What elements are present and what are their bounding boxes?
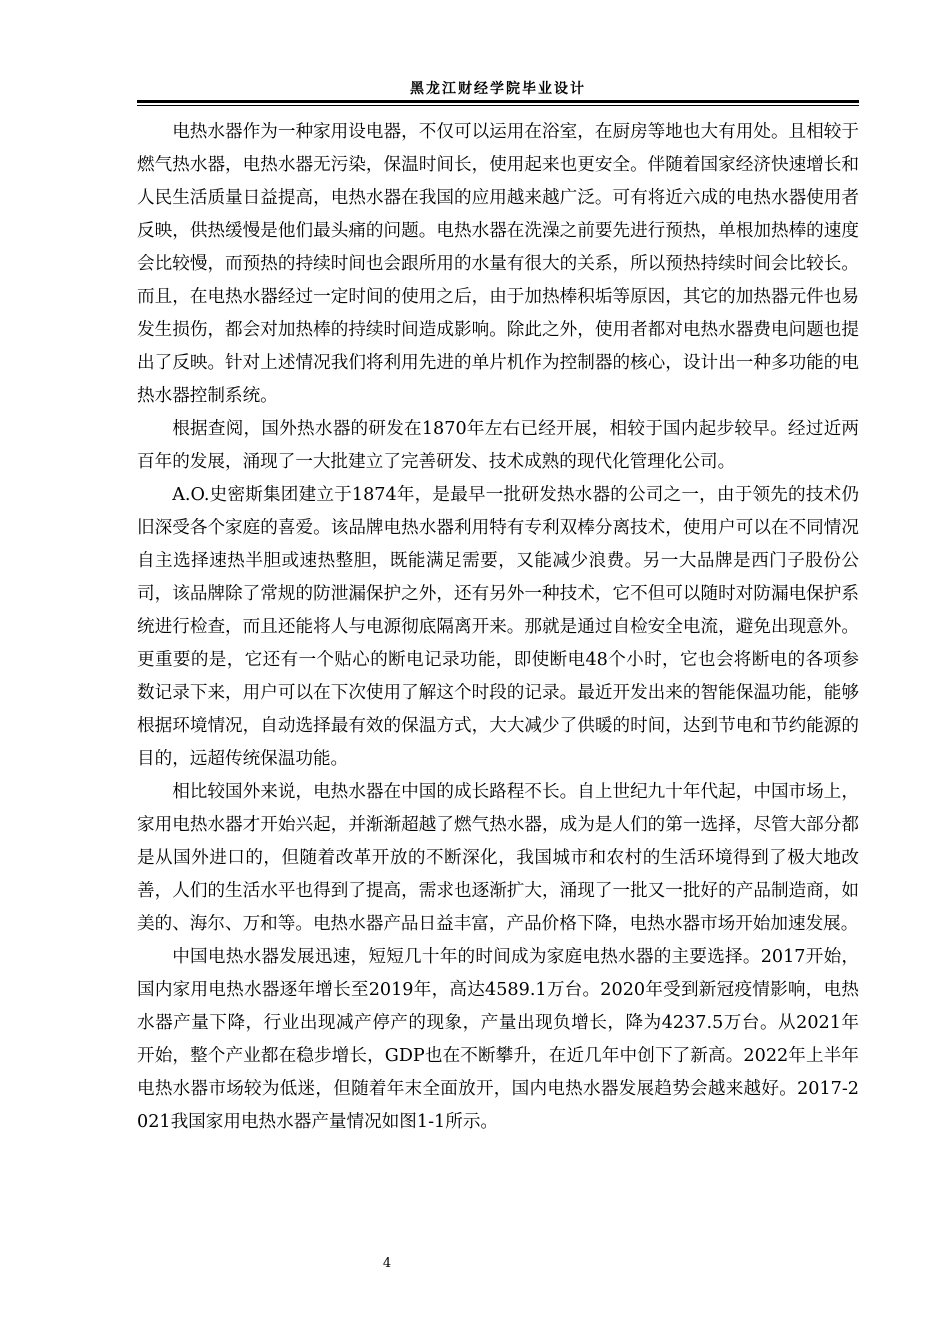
- paragraph-intro: 电热水器作为一种家用设电器，不仅可以运用在浴室，在厨房等地也大有用处。且相较于燃气热水器，电热水器无污染，保温时间长，使用起来也更安全。伴随着国家经济快速增长和人民生活质量日益提高，电热水器在我国的应用越来越广泛。可有将近六成的电热水器使用者反映，供热缓慢是他们最头痛的问题。电热水器在洗澡之前要先进行预热，单根加热棒的速度会比较慢，而预热的持续时间也会跟所用的水量有很大的关系，所以预热持续时间会比较长。而且，在电热水器经过一定时间的使用之后，由于加热棒积垢等原因，其它的加热器元件也易发生损伤，都会对加热棒的持续时间造成影响。除此之外，使用者都对电热水器费电问题也提出了反映。针对上述情况我们将利用先进的单片机作为控制器的核心，设计出一种多功能的电热水器控制系统。: [137, 122, 859, 406]
- paragraph-domestic-market: 中国电热水器发展迅速，短短几十年的时间成为家庭电热水器的主要选择。2017开始，国内家用电热水器逐年增长至2019年，高达4589.1万台。2020年受到新冠疫情影响，电热水器产量下降，行业出现减产停产的现象，产量出现负增长，降为4237.5万台。从2021年开始，整个产业都在稳步增长，GDP也在不断攀升，在近几年中创下了新高。2022年上半年电热水器市场较为低迷，但随着年末全面放开，国内电热水器发展趋势会越来越好。2017-2021我国家用电热水器产量情况如图1-1所示。: [137, 947, 859, 1132]
- paragraph-foreign-research: 根据查阅，国外热水器的研发在1870年左右已经开展，相较于国内起步较早。经过近两百年的发展，涌现了一大批建立了完善研发、技术成熟的现代化管理化公司。: [137, 419, 859, 472]
- header-rule-thin: [137, 105, 859, 106]
- page-header-title: 黑龙江财经学院毕业设计: [410, 81, 586, 97]
- body-text: [137, 116, 859, 1139]
- paragraph-foreign-brands: A.O.史密斯集团建立于1874年，是最早一批研发热水器的公司之一，由于领先的技术仍旧深受各个家庭的喜爱。该品牌电热水器利用特有专利双棒分离技术，使用户可以在不同情况自主选择速热半胆或速热整胆，既能满足需要，又能减少浪费。另一大品牌是西门子股份公司，该品牌除了常规的防泄漏保护之外，还有另外一种技术，它不但可以随时对防漏电保护系统进行检查，而且还能将人与电源彻底隔离开来。那就是通过自检安全电流，避免出现意外。更重要的是，它还有一个贴心的断电记录功能，即使断电48个小时，它也会将断电的各项参数记录下来，用户可以在下次使用了解这个时段的记录。最近开发出来的智能保温功能，能够根据环境情况，自动选择最有效的保温方式，大大减少了供暖的时间，达到节电和节约能源的目的，远超传统保温功能。: [137, 485, 859, 769]
- header-rule-thick: [137, 100, 859, 103]
- paragraph-domestic-history: 相比较国外来说，电热水器在中国的成长路程不长。自上世纪九十年代起，中国市场上，家用电热水器才开始兴起，并渐渐超越了燃气热水器，成为是人们的第一选择，尽管大部分都是从国外进口的，但随着改革开放的不断深化，我国城市和农村的生活环境得到了极大地改善，人们的生活水平也得到了提高，需求也逐渐扩大，涌现了一批又一批好的产品制造商，如美的、海尔、万和等。电热水器产品日益丰富，产品价格下降，电热水器市场开始加速发展。: [137, 782, 859, 934]
- page-number: 4: [382, 1256, 392, 1271]
